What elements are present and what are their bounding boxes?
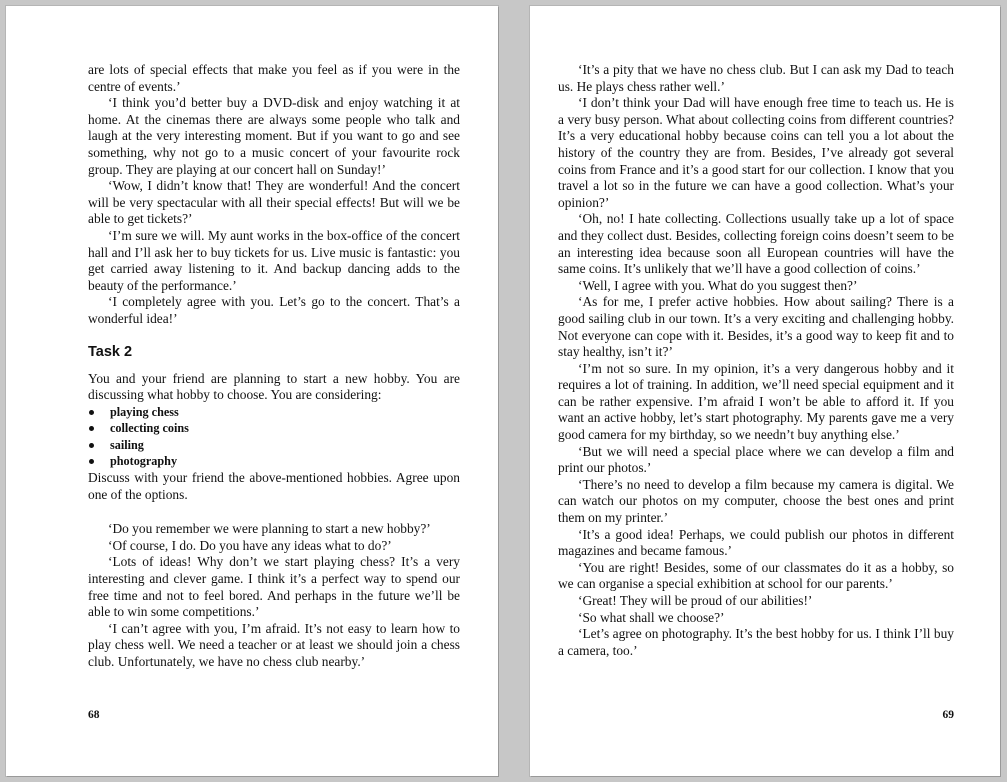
dialogue-line: ‘So what shall we choose?’	[578, 609, 725, 625]
bullet-icon	[89, 410, 94, 415]
paragraph: ‘I think you’d better buy a DVD-disk and enjoy watching it at home. At the cinemas there are always some people who talk and laugh at the very interesting moment. But if you want to go and see something, why not go to a music concert of your favourite rock group. They are playing at our concert hall on Sunday!’	[88, 95, 460, 177]
task-heading: Task 2	[88, 343, 133, 360]
task-instruction: Discuss with your friend the above-mentioned hobbies. Agree upon one of the options.	[88, 470, 460, 502]
dialogue-line: ‘As for me, I prefer active hobbies. How about sailing? There is a good sailing club in our town. It’s a very exciting and challenging hobby. Not everyone can cope with it. Besides, it’s a good way to keep fit and to stay healthy, isn’t it?’	[558, 294, 954, 360]
paragraph: are lots of special effects that make you feel as if you were in the centre of events.’	[88, 62, 460, 94]
dialogue-line: ‘Great! They will be proud of our abilities!’	[578, 593, 813, 608]
option-label: collecting coins	[110, 421, 189, 436]
dialogue-line: ‘You are right! Besides, some of our classmates do it as a hobby, so we can organise a special exhibition at school for our parents.’	[558, 559, 954, 592]
dialogue-line: ‘Do you remember we were planning to start a new hobby?’	[108, 521, 431, 537]
dialogue-line: ‘Oh, no! I hate collecting. Collections usually take up a lot of space and they collect dust. Besides, collecting foreign coins doesn’t seem to be an interesting idea because soon all European countries will have the same coins. It’s unlikely that we’ll have a good collection of coins.’	[558, 211, 954, 277]
options-list	[88, 404, 460, 470]
option-label: sailing	[110, 437, 144, 452]
dialogue-line: ‘It’s a good idea! Perhaps, we could publish our photos in different magazines and became famous.’	[558, 526, 954, 559]
dialogue-line: ‘There’s no need to develop a film because my camera is digital. We can watch our photos on my computer, choose the best ones and print them on my printer.’	[558, 476, 954, 526]
option-item	[110, 437, 460, 454]
task-intro: You and your friend are planning to start a new hobby. You are discussing what hobby to choose. You are considering:	[88, 370, 460, 403]
left-page	[6, 6, 498, 776]
page-number: 69	[942, 709, 954, 721]
dialogue-line: ‘But we will need a special place where we can develop a film and print our photos.’	[558, 443, 954, 476]
dialogue-line: ‘Lots of ideas! Why don’t we start playing chess? It’s a very interesting and clever game. I think it’s a perfect way to spend our free time and not to feel bored. And perhaps in the future we’ll be able to win some competitions.’	[88, 554, 460, 620]
bullet-icon	[89, 426, 94, 431]
dialogue-line: ‘Of course, I do. Do you have any ideas what to do?’	[108, 537, 392, 553]
page-number: 68	[88, 709, 100, 721]
dialogue-line: ‘Well, I agree with you. What do you suggest then?’	[578, 277, 858, 293]
right-page-text	[558, 62, 954, 659]
dialogue-line: ‘Let’s agree on photography. It’s the best hobby for us. I think I’ll buy a camera, too.’	[558, 626, 954, 658]
dialogue-line: ‘I can’t agree with you, I’m afraid. It’s not easy to learn how to play chess well. We need a teacher or at least we should join a chess club. Unfortunately, we have no chess club nearby.’	[88, 620, 460, 669]
option-item	[110, 453, 460, 470]
left-page-text	[88, 62, 460, 671]
paragraph: ‘Wow, I didn’t know that! They are wonderful! And the concert will be very spectacular with all their special effects! But will we be able to get tickets?’	[88, 178, 460, 227]
bullet-icon	[89, 443, 94, 448]
paragraph: ‘I’m sure we will. My aunt works in the box-office of the concert hall and I’ll ask her to buy tickets for us. Live music is fantastic: you get carried away listening to it. And backup dancing adds to the beauty of the performance.’	[88, 227, 460, 293]
dialogue-line: ‘I don’t think your Dad will have enough free time to teach us. He is a very busy person. What about collecting coins from different countries? It’s a very educational hobby because coins can tell you a lot about the history of the country they are from. Besides, I’ve already got several coins from France and it’s a good start for our collection. I know that you travel a lot so in the future we can have a good collection. What’s your opinion?’	[558, 95, 954, 210]
option-label: photography	[110, 454, 178, 469]
right-page	[530, 6, 1000, 776]
option-label: playing chess	[110, 404, 179, 419]
bullet-icon	[89, 459, 94, 464]
option-item	[110, 404, 460, 421]
paragraph: ‘I completely agree with you. Let’s go to the concert. That’s a wonderful idea!’	[88, 294, 460, 326]
dialogue-line: ‘It’s a pity that we have no chess club. But I can ask my Dad to teach us. He plays chess rather well.’	[558, 62, 954, 94]
option-item	[110, 420, 460, 437]
dialogue-line: ‘I’m not so sure. In my opinion, it’s a very dangerous hobby and it requires a lot of training. In addition, we’ll need special equipment and it can be rather expensive. I’m afraid I won’t be able to afford it. If you want an active hobby, let’s start photography. My parents gave me a very good camera for my birthday, so we needn’t buy anything else.’	[558, 360, 954, 443]
